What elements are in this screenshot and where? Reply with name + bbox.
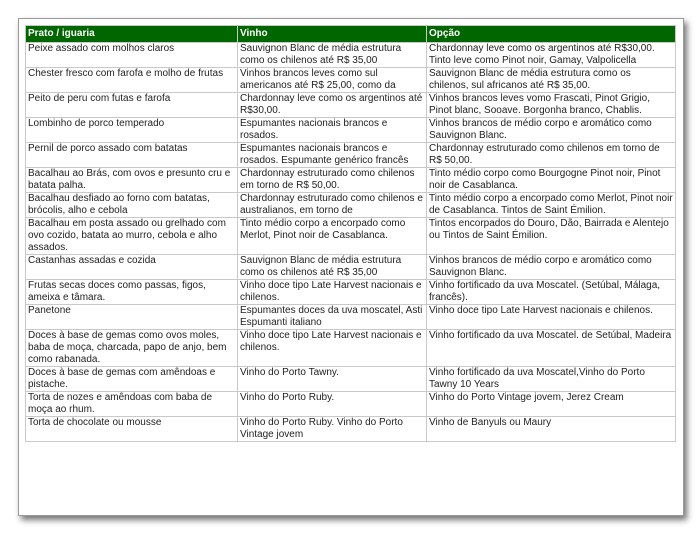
table-row	[26, 118, 676, 143]
cell-prato: Frutas secas doces como passas, figos, ameixa e tâmara.	[26, 280, 238, 305]
table-row	[26, 280, 676, 305]
cell-vinho: Vinho do Porto Tawny.	[238, 367, 427, 392]
cell-vinho: Espumantes nacionais brancos e rosados. Espumante genérico francês	[238, 143, 427, 168]
header-prato: Prato / iguaria	[26, 26, 238, 43]
cell-opcao: Tintos encorpados do Douro, Dão, Bairrada e Alentejo ou Tintos de Saint Émilion.	[427, 218, 676, 255]
cell-opcao: Vinho fortificado da uva Moscatel. de Setúbal, Madeira	[427, 330, 676, 367]
cell-prato: Bacalhau desfiado ao forno com batatas, brócolis, alho e cebola	[26, 193, 238, 218]
cell-vinho: Vinho doce tipo Late Harvest nacionais e chilenos.	[238, 280, 427, 305]
table-row	[26, 218, 676, 255]
cell-opcao: Vinho de Banyuls ou Maury	[427, 417, 676, 442]
cell-prato: Bacalhau em posta assado ou grelhado com ovo cozido, batata ao murro, cebola e alho assados.	[26, 218, 238, 255]
cell-prato: Peito de peru com futas e farofa	[26, 93, 238, 118]
cell-opcao: Tinto médio corpo como Bourgogne Pinot noir, Pinot noir de Casablanca.	[427, 168, 676, 193]
cell-vinho: Vinho do Porto Ruby.	[238, 392, 427, 417]
table-row	[26, 330, 676, 367]
cell-vinho: Chardonnay estruturado como chilenos em torno de R$ 50,00.	[238, 168, 427, 193]
cell-vinho: Tinto médio corpo a encorpado como Merlot, Pinot noir de Casablanca.	[238, 218, 427, 255]
cell-prato: Panetone	[26, 305, 238, 330]
cell-prato: Castanhas assadas e cozida	[26, 255, 238, 280]
table-row	[26, 143, 676, 168]
table-row	[26, 305, 676, 330]
table-row	[26, 367, 676, 392]
cell-vinho: Vinhos brancos leves como sul americanos até R$ 25,00, como da	[238, 68, 427, 93]
table-row	[26, 417, 676, 442]
wine-pairing-table	[25, 25, 676, 442]
table-row	[26, 43, 676, 68]
table-row	[26, 392, 676, 417]
cell-opcao: Vinhos brancos de médio corpo e aromático como Sauvignon Blanc.	[427, 255, 676, 280]
cell-vinho: Sauvignon Blanc de média estrutura como os chilenos até R$ 35,00	[238, 43, 427, 68]
table-row	[26, 168, 676, 193]
header-vinho: Vinho	[238, 26, 427, 43]
cell-opcao: Vinho fortificado da uva Moscatel,Vinho do Porto Tawny 10 Years	[427, 367, 676, 392]
cell-prato: Lombinho de porco temperado	[26, 118, 238, 143]
table-frame	[18, 18, 684, 516]
cell-vinho: Espumantes nacionais brancos e rosados.	[238, 118, 427, 143]
cell-opcao: Vinho doce tipo Late Harvest nacionais e chilenos.	[427, 305, 676, 330]
table-row	[26, 255, 676, 280]
header-opcao: Opção	[427, 26, 676, 43]
cell-opcao: Tinto médio corpo a encorpado como Merlot, Pinot noir de Casablanca. Tintos de Saint Émilion.	[427, 193, 676, 218]
cell-vinho: Sauvignon Blanc de média estrutura como os chilenos até R$ 35,00	[238, 255, 427, 280]
cell-prato: Bacalhau ao Brás, com ovos e presunto cru e batata palha.	[26, 168, 238, 193]
cell-opcao: Vinho do Porto Vintage jovem, Jerez Cream	[427, 392, 676, 417]
table-header-row	[26, 26, 676, 43]
cell-prato: Peixe assado com molhos claros	[26, 43, 238, 68]
cell-opcao: Sauvignon Blanc de média estrutura como os chilenos, sul africanos até R$ 35,00.	[427, 68, 676, 93]
cell-prato: Torta de chocolate ou mousse	[26, 417, 238, 442]
cell-vinho: Chardonnay estruturado como chilenos e australianos, em torno de	[238, 193, 427, 218]
cell-vinho: Espumantes doces da uva moscatel, Asti Espumanti italiano	[238, 305, 427, 330]
cell-prato: Pernil de porco assado com batatas	[26, 143, 238, 168]
cell-vinho: Vinho do Porto Ruby. Vinho do Porto Vintage jovem	[238, 417, 427, 442]
cell-opcao: Chardonnay leve como os argentinos até R$30,00. Tinto leve como Pinot noir, Gamay, Valpolicella	[427, 43, 676, 68]
cell-opcao: Chardonnay estruturado como chilenos em torno de R$ 50,00.	[427, 143, 676, 168]
cell-opcao: Vinho fortificado da uva Moscatel. (Setúbal, Málaga, francês).	[427, 280, 676, 305]
cell-prato: Doces à base de gemas com amêndoas e pistache.	[26, 367, 238, 392]
cell-prato: Chester fresco com farofa e molho de frutas	[26, 68, 238, 93]
cell-vinho: Vinho doce tipo Late Harvest nacionais e chilenos.	[238, 330, 427, 367]
cell-prato: Doces à base de gemas como ovos moles, baba de moça, charcada, papo de anjo, bem como rabanada.	[26, 330, 238, 367]
cell-opcao: Vinhos brancos de médio corpo e aromático como Sauvignon Blanc.	[427, 118, 676, 143]
cell-vinho: Chardonnay leve como os argentinos até R$30,00.	[238, 93, 427, 118]
cell-opcao: Vinhos brancos leves vomo Frascati, Pinot Grigio, Pinot blanc, Sooave. Borgonha branco, Chablis.	[427, 93, 676, 118]
table-row	[26, 93, 676, 118]
cell-prato: Torta de nozes e amêndoas com baba de moça ao rhum.	[26, 392, 238, 417]
table-row	[26, 68, 676, 93]
table-row	[26, 193, 676, 218]
